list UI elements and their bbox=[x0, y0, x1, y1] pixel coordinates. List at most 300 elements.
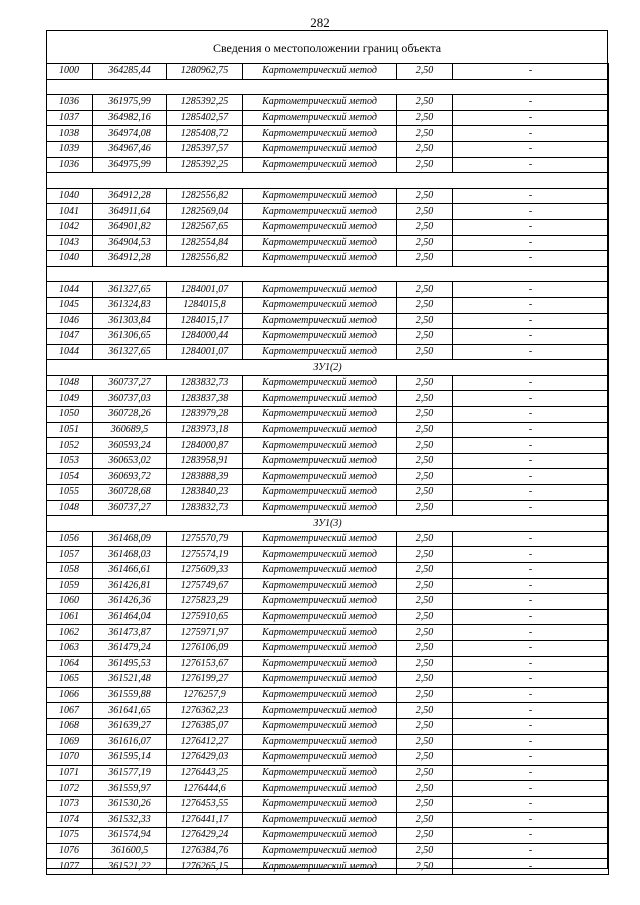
table-row bbox=[47, 110, 609, 126]
table-cell: 1284001,07 bbox=[167, 344, 243, 360]
table-cell: 1051 bbox=[47, 422, 93, 438]
table-cell: 1040 bbox=[47, 251, 93, 267]
table-cell: 361324,83 bbox=[93, 297, 167, 313]
table-cell: 1280962,75 bbox=[167, 64, 243, 80]
table-cell: 1048 bbox=[47, 500, 93, 516]
table-cell: 364912,28 bbox=[93, 188, 167, 204]
table-row bbox=[47, 375, 609, 391]
table-cell: 2,50 bbox=[397, 313, 453, 329]
table-cell: Картометрический метод bbox=[243, 204, 397, 220]
table-cell: 1283973,18 bbox=[167, 422, 243, 438]
table-cell: - bbox=[453, 859, 609, 875]
table-cell: 2,50 bbox=[397, 64, 453, 80]
table-cell: 1046 bbox=[47, 313, 93, 329]
spacer-cell bbox=[47, 173, 609, 189]
table-cell: 2,50 bbox=[397, 375, 453, 391]
table-cell: 1040 bbox=[47, 188, 93, 204]
table-cell: 361639,27 bbox=[93, 718, 167, 734]
table-cell: 1072 bbox=[47, 781, 93, 797]
table-cell: 361521,48 bbox=[93, 672, 167, 688]
table-cell: 361306,65 bbox=[93, 329, 167, 345]
table-cell: Картометрический метод bbox=[243, 391, 397, 407]
table-row bbox=[47, 812, 609, 828]
table-cell: 2,50 bbox=[397, 141, 453, 157]
table-cell: 1276153,67 bbox=[167, 656, 243, 672]
table-cell: 1063 bbox=[47, 640, 93, 656]
table-cell: 2,50 bbox=[397, 812, 453, 828]
table-cell: - bbox=[453, 640, 609, 656]
table-cell: 360728,68 bbox=[93, 485, 167, 501]
table-cell: 1283832,73 bbox=[167, 500, 243, 516]
table-cell: 2,50 bbox=[397, 828, 453, 844]
table-cell: Картометрический метод bbox=[243, 407, 397, 423]
table-cell: Картометрический метод bbox=[243, 235, 397, 251]
table-cell: - bbox=[453, 828, 609, 844]
table-cell: - bbox=[453, 796, 609, 812]
table-cell: - bbox=[453, 718, 609, 734]
table-cell: 2,50 bbox=[397, 625, 453, 641]
table-row bbox=[47, 188, 609, 204]
table-cell: Картометрический метод bbox=[243, 765, 397, 781]
table-cell: Картометрический метод bbox=[243, 843, 397, 859]
table-cell: 2,50 bbox=[397, 126, 453, 142]
table-cell: - bbox=[453, 469, 609, 485]
table-cell: 1052 bbox=[47, 438, 93, 454]
table-cell: 1059 bbox=[47, 578, 93, 594]
spacer-cell bbox=[47, 79, 609, 95]
table-row bbox=[47, 282, 609, 298]
table-cell: - bbox=[453, 734, 609, 750]
spacer-row bbox=[47, 266, 609, 282]
table-cell: - bbox=[453, 375, 609, 391]
table-cell: Картометрический метод bbox=[243, 95, 397, 111]
table-cell: 360593,24 bbox=[93, 438, 167, 454]
table-cell: 361327,65 bbox=[93, 282, 167, 298]
table-cell: 361521,22 bbox=[93, 859, 167, 875]
table-cell: 1053 bbox=[47, 453, 93, 469]
table-row bbox=[47, 329, 609, 345]
table-row bbox=[47, 625, 609, 641]
table-cell: 1276441,17 bbox=[167, 812, 243, 828]
table-cell: - bbox=[453, 500, 609, 516]
spacer-row bbox=[47, 79, 609, 95]
table-cell: - bbox=[453, 656, 609, 672]
table-cell: - bbox=[453, 188, 609, 204]
table-cell: 361595,14 bbox=[93, 750, 167, 766]
table-cell: 364974,08 bbox=[93, 126, 167, 142]
table-cell: 1283840,23 bbox=[167, 485, 243, 501]
table-cell: - bbox=[453, 563, 609, 579]
table-cell: 1057 bbox=[47, 547, 93, 563]
table-cell: Картометрический метод bbox=[243, 64, 397, 80]
table-cell: 1285408,72 bbox=[167, 126, 243, 142]
table-cell: 2,50 bbox=[397, 640, 453, 656]
table-cell: - bbox=[453, 812, 609, 828]
table-cell: 1276453,55 bbox=[167, 796, 243, 812]
table-cell: 1275570,79 bbox=[167, 531, 243, 547]
table-cell: 364904,53 bbox=[93, 235, 167, 251]
table-row bbox=[47, 485, 609, 501]
table-cell: - bbox=[453, 282, 609, 298]
table-cell: - bbox=[453, 157, 609, 173]
table-cell: 364967,46 bbox=[93, 141, 167, 157]
table-cell: 361616,07 bbox=[93, 734, 167, 750]
table-cell: Картометрический метод bbox=[243, 812, 397, 828]
table-row bbox=[47, 422, 609, 438]
table-cell: 1276106,09 bbox=[167, 640, 243, 656]
table-cell: 364912,28 bbox=[93, 251, 167, 267]
table-cell: 360653,02 bbox=[93, 453, 167, 469]
table-row bbox=[47, 672, 609, 688]
table-cell: 1283958,91 bbox=[167, 453, 243, 469]
table-row bbox=[47, 157, 609, 173]
table-cell: 1049 bbox=[47, 391, 93, 407]
table-cell: 1284015,17 bbox=[167, 313, 243, 329]
table-cell: - bbox=[453, 609, 609, 625]
table-cell: Картометрический метод bbox=[243, 563, 397, 579]
table-cell: 2,50 bbox=[397, 703, 453, 719]
table-cell: 1000 bbox=[47, 64, 93, 80]
table-cell: 1275749,67 bbox=[167, 578, 243, 594]
table-cell: Картометрический метод bbox=[243, 547, 397, 563]
table-cell: Картометрический метод bbox=[243, 485, 397, 501]
table-cell: - bbox=[453, 313, 609, 329]
table-cell: 2,50 bbox=[397, 188, 453, 204]
table-cell: 2,50 bbox=[397, 547, 453, 563]
table-row bbox=[47, 718, 609, 734]
table-cell: 1282567,65 bbox=[167, 219, 243, 235]
table-cell: Картометрический метод bbox=[243, 672, 397, 688]
table-cell: 2,50 bbox=[397, 563, 453, 579]
table-cell: 1276384,76 bbox=[167, 843, 243, 859]
table-cell: 360728,26 bbox=[93, 407, 167, 423]
spacer-row bbox=[47, 173, 609, 189]
table-row bbox=[47, 141, 609, 157]
table-cell: 2,50 bbox=[397, 594, 453, 610]
table-cell: 1058 bbox=[47, 563, 93, 579]
table-cell: 2,50 bbox=[397, 734, 453, 750]
table-cell: - bbox=[453, 141, 609, 157]
table-row bbox=[47, 859, 609, 875]
table-cell: 2,50 bbox=[397, 718, 453, 734]
table-cell: 1042 bbox=[47, 219, 93, 235]
table-row bbox=[47, 578, 609, 594]
table-cell: Картометрический метод bbox=[243, 656, 397, 672]
table-cell: 361559,97 bbox=[93, 781, 167, 797]
table-cell: 361468,09 bbox=[93, 531, 167, 547]
table-cell: - bbox=[453, 64, 609, 80]
table-cell: 2,50 bbox=[397, 796, 453, 812]
table-cell: 1054 bbox=[47, 469, 93, 485]
table-cell: - bbox=[453, 344, 609, 360]
table-cell: Картометрический метод bbox=[243, 188, 397, 204]
table-cell: 1036 bbox=[47, 157, 93, 173]
table-row bbox=[47, 563, 609, 579]
table-cell: Картометрический метод bbox=[243, 640, 397, 656]
table-cell: 1067 bbox=[47, 703, 93, 719]
table-cell: 361479,24 bbox=[93, 640, 167, 656]
table-cell: 2,50 bbox=[397, 235, 453, 251]
table-cell: 2,50 bbox=[397, 578, 453, 594]
table-cell: 2,50 bbox=[397, 750, 453, 766]
table-row bbox=[47, 656, 609, 672]
table-row bbox=[47, 407, 609, 423]
table-cell: 1070 bbox=[47, 750, 93, 766]
table-cell: 361468,03 bbox=[93, 547, 167, 563]
table-cell: 1276444,6 bbox=[167, 781, 243, 797]
table-cell: - bbox=[453, 687, 609, 703]
table-cell: 1039 bbox=[47, 141, 93, 157]
table-cell: 1284000,87 bbox=[167, 438, 243, 454]
table-cell: 2,50 bbox=[397, 95, 453, 111]
table-cell: 1276362,23 bbox=[167, 703, 243, 719]
table-cell: 1062 bbox=[47, 625, 93, 641]
table-cell: 1282556,82 bbox=[167, 188, 243, 204]
table-cell: - bbox=[453, 547, 609, 563]
table-cell: 1276385,07 bbox=[167, 718, 243, 734]
table-row bbox=[47, 500, 609, 516]
table-cell: Картометрический метод bbox=[243, 594, 397, 610]
table-cell: Картометрический метод bbox=[243, 141, 397, 157]
table-cell: Картометрический метод bbox=[243, 578, 397, 594]
table-cell: 1037 bbox=[47, 110, 93, 126]
table-cell: 2,50 bbox=[397, 656, 453, 672]
table-row bbox=[47, 687, 609, 703]
table-cell: 2,50 bbox=[397, 453, 453, 469]
table-cell: 1069 bbox=[47, 734, 93, 750]
table-cell: 1068 bbox=[47, 718, 93, 734]
table-cell: Картометрический метод bbox=[243, 297, 397, 313]
table-cell: 1074 bbox=[47, 812, 93, 828]
table-row bbox=[47, 344, 609, 360]
table-cell: - bbox=[453, 672, 609, 688]
table-cell: - bbox=[453, 407, 609, 423]
table-cell: Картометрический метод bbox=[243, 453, 397, 469]
table-cell: - bbox=[453, 703, 609, 719]
table-cell: 361600,5 bbox=[93, 843, 167, 859]
table-row bbox=[47, 765, 609, 781]
table-cell: - bbox=[453, 95, 609, 111]
table-cell: 1041 bbox=[47, 204, 93, 220]
table-cell: - bbox=[453, 297, 609, 313]
table-cell: 1276443,25 bbox=[167, 765, 243, 781]
table-cell: 1275609,33 bbox=[167, 563, 243, 579]
section-header-row bbox=[47, 360, 609, 376]
coordinates-table bbox=[46, 63, 609, 875]
table-cell: 1283888,39 bbox=[167, 469, 243, 485]
table-cell: 364911,64 bbox=[93, 204, 167, 220]
table-cell: Картометрический метод bbox=[243, 718, 397, 734]
table-cell: 2,50 bbox=[397, 531, 453, 547]
table-cell: 1275823,29 bbox=[167, 594, 243, 610]
table-cell: Картометрический метод bbox=[243, 703, 397, 719]
table-cell: - bbox=[453, 329, 609, 345]
table-cell: 1276429,03 bbox=[167, 750, 243, 766]
table-cell: - bbox=[453, 578, 609, 594]
table-cell: 2,50 bbox=[397, 157, 453, 173]
table-cell: 1056 bbox=[47, 531, 93, 547]
table-row bbox=[47, 251, 609, 267]
table-cell: - bbox=[453, 251, 609, 267]
table-cell: Картометрический метод bbox=[243, 781, 397, 797]
table-cell: 1055 bbox=[47, 485, 93, 501]
table-cell: 2,50 bbox=[397, 843, 453, 859]
section-label: ЗУ1(3) bbox=[47, 516, 609, 532]
table-cell: 1076 bbox=[47, 843, 93, 859]
table-row bbox=[47, 204, 609, 220]
table-row bbox=[47, 469, 609, 485]
table-cell: Картометрический метод bbox=[243, 625, 397, 641]
table-cell: - bbox=[453, 625, 609, 641]
table-cell: 361532,33 bbox=[93, 812, 167, 828]
table-cell: Картометрический метод bbox=[243, 609, 397, 625]
table-cell: Картометрический метод bbox=[243, 469, 397, 485]
table-cell: 1066 bbox=[47, 687, 93, 703]
table-cell: 2,50 bbox=[397, 204, 453, 220]
table-row bbox=[47, 531, 609, 547]
table-cell: 2,50 bbox=[397, 469, 453, 485]
table-cell: Картометрический метод bbox=[243, 329, 397, 345]
table-cell: 1285402,57 bbox=[167, 110, 243, 126]
table-cell: 360737,27 bbox=[93, 375, 167, 391]
table-cell: 1045 bbox=[47, 297, 93, 313]
table-cell: - bbox=[453, 781, 609, 797]
table-cell: Картометрический метод bbox=[243, 157, 397, 173]
table-cell: - bbox=[453, 531, 609, 547]
table-row bbox=[47, 95, 609, 111]
table-cell: 1060 bbox=[47, 594, 93, 610]
table-cell: 2,50 bbox=[397, 251, 453, 267]
table-row bbox=[47, 781, 609, 797]
table-cell: 1050 bbox=[47, 407, 93, 423]
table-cell: 1283979,28 bbox=[167, 407, 243, 423]
table-row bbox=[47, 843, 609, 859]
table-row bbox=[47, 219, 609, 235]
table-cell: 2,50 bbox=[397, 297, 453, 313]
table-cell: 2,50 bbox=[397, 687, 453, 703]
table-cell: 2,50 bbox=[397, 391, 453, 407]
table-cell: 1077 bbox=[47, 859, 93, 875]
table-cell: - bbox=[453, 485, 609, 501]
table-cell: 361464,04 bbox=[93, 609, 167, 625]
table-cell: Картометрический метод bbox=[243, 500, 397, 516]
table-cell: 1043 bbox=[47, 235, 93, 251]
table-cell: 1276257,9 bbox=[167, 687, 243, 703]
table-cell: Картометрический метод bbox=[243, 687, 397, 703]
table-cell: 361559,88 bbox=[93, 687, 167, 703]
table-cell: 1276265,15 bbox=[167, 859, 243, 875]
table-cell: 1036 bbox=[47, 95, 93, 111]
table-cell: 1071 bbox=[47, 765, 93, 781]
table-row bbox=[47, 235, 609, 251]
table-cell: 2,50 bbox=[397, 110, 453, 126]
table-cell: 360689,5 bbox=[93, 422, 167, 438]
table-cell: 361975,99 bbox=[93, 95, 167, 111]
table-cell: 361641,65 bbox=[93, 703, 167, 719]
table-cell: - bbox=[453, 422, 609, 438]
table-cell: 1061 bbox=[47, 609, 93, 625]
table-row bbox=[47, 734, 609, 750]
table-row bbox=[47, 438, 609, 454]
table-cell: - bbox=[453, 843, 609, 859]
section-header-row bbox=[47, 516, 609, 532]
table-cell: 1064 bbox=[47, 656, 93, 672]
table-cell: - bbox=[453, 438, 609, 454]
table-cell: 1276412,27 bbox=[167, 734, 243, 750]
table-cell: 361327,65 bbox=[93, 344, 167, 360]
table-cell: 2,50 bbox=[397, 344, 453, 360]
table-cell: 1285392,25 bbox=[167, 157, 243, 173]
table-cell: - bbox=[453, 219, 609, 235]
table-cell: 1047 bbox=[47, 329, 93, 345]
table-cell: 1282554,84 bbox=[167, 235, 243, 251]
table-cell: Картометрический метод bbox=[243, 219, 397, 235]
table-cell: 1075 bbox=[47, 828, 93, 844]
table-cell: 1276199,27 bbox=[167, 672, 243, 688]
table-cell: 1275971,97 bbox=[167, 625, 243, 641]
table-cell: Картометрический метод bbox=[243, 438, 397, 454]
table-cell: 360693,72 bbox=[93, 469, 167, 485]
table-row bbox=[47, 640, 609, 656]
table-cell: 1275574,19 bbox=[167, 547, 243, 563]
boundary-table-frame bbox=[46, 30, 608, 872]
table-cell: 2,50 bbox=[397, 781, 453, 797]
table-cell: 1283832,73 bbox=[167, 375, 243, 391]
table-cell: 2,50 bbox=[397, 422, 453, 438]
table-cell: - bbox=[453, 204, 609, 220]
table-row bbox=[47, 126, 609, 142]
table-cell: Картометрический метод bbox=[243, 750, 397, 766]
table-cell: 2,50 bbox=[397, 329, 453, 345]
table-cell: - bbox=[453, 765, 609, 781]
table-cell: 2,50 bbox=[397, 485, 453, 501]
table-cell: Картометрический метод bbox=[243, 859, 397, 875]
table-row bbox=[47, 796, 609, 812]
table-cell: 364285,44 bbox=[93, 64, 167, 80]
table-cell: 361466,61 bbox=[93, 563, 167, 579]
table-cell: 1282556,82 bbox=[167, 251, 243, 267]
table-cell: 1283837,38 bbox=[167, 391, 243, 407]
table-cell: 361426,81 bbox=[93, 578, 167, 594]
table-cell: 2,50 bbox=[397, 672, 453, 688]
table-row bbox=[47, 64, 609, 80]
table-cell: 361530,26 bbox=[93, 796, 167, 812]
table-cell: Картометрический метод bbox=[243, 422, 397, 438]
table-cell: 361473,87 bbox=[93, 625, 167, 641]
table-row bbox=[47, 547, 609, 563]
table-cell: Картометрический метод bbox=[243, 531, 397, 547]
table-cell: Картометрический метод bbox=[243, 828, 397, 844]
table-cell: 2,50 bbox=[397, 859, 453, 875]
table-cell: Картометрический метод bbox=[243, 313, 397, 329]
table-cell: 1285392,25 bbox=[167, 95, 243, 111]
table-cell: - bbox=[453, 235, 609, 251]
table-cell: 1282569,04 bbox=[167, 204, 243, 220]
table-cell: Картометрический метод bbox=[243, 282, 397, 298]
table-cell: 2,50 bbox=[397, 609, 453, 625]
table-row bbox=[47, 703, 609, 719]
table-cell: 1065 bbox=[47, 672, 93, 688]
table-cell: 2,50 bbox=[397, 438, 453, 454]
table-row bbox=[47, 828, 609, 844]
page-number: 282 bbox=[310, 15, 330, 30]
spacer-cell bbox=[47, 266, 609, 282]
table-cell: 2,50 bbox=[397, 407, 453, 423]
table-row bbox=[47, 453, 609, 469]
table-cell: Картометрический метод bbox=[243, 110, 397, 126]
table-cell: Картометрический метод bbox=[243, 126, 397, 142]
table-cell: 361495,53 bbox=[93, 656, 167, 672]
